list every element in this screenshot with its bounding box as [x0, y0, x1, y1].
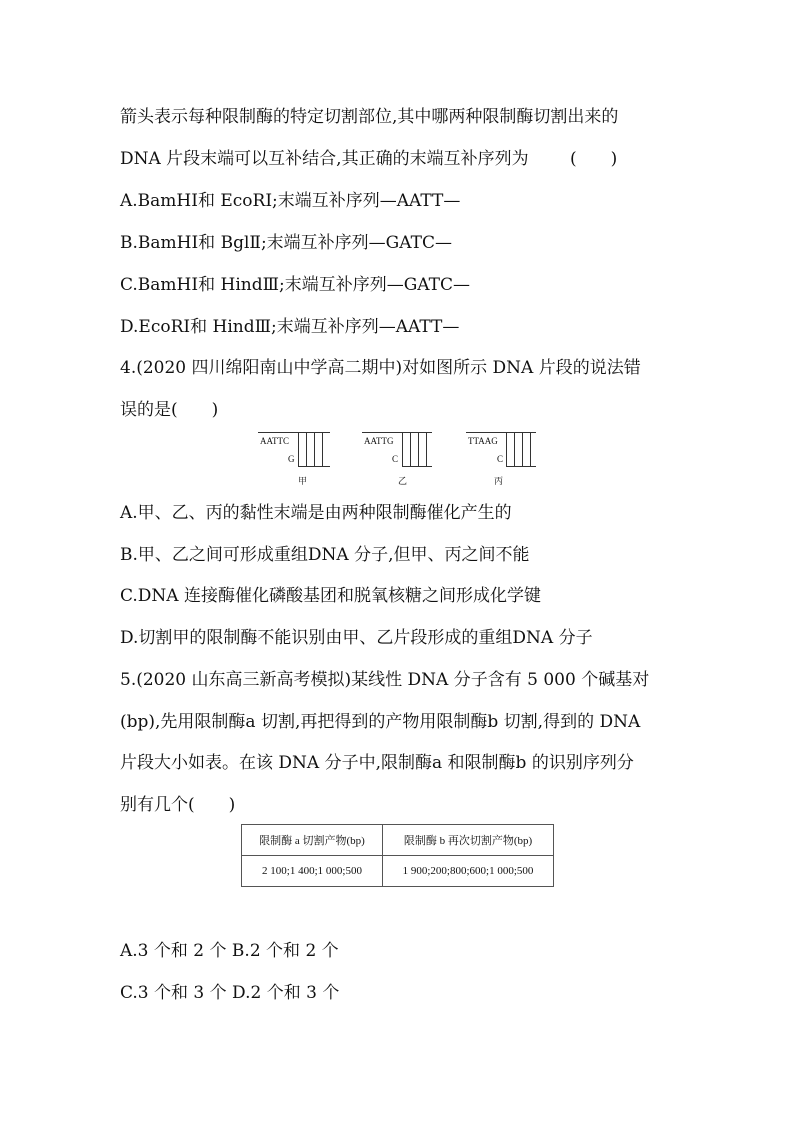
question-5-stem-line-3: 片段大小如表。在该 DNA 分子中,限制酶a 和限制酶b 的识别序列分: [120, 753, 634, 773]
table-row: [242, 856, 554, 887]
answer-paren: ( ): [570, 149, 618, 169]
question-3-stem-line-1: 箭头表示每种限制酶的特定切割部位,其中哪两种限制酶切割出来的: [120, 107, 619, 127]
question-4-option-b: B.甲、乙之间可形成重组DNA 分子,但甲、丙之间不能: [120, 545, 530, 565]
fragment-jia-bottom-seq: G: [288, 454, 295, 464]
fragment-jia: [258, 432, 330, 472]
table-header-cell: 限制酶 b 再次切割产物(bp): [383, 825, 554, 856]
question-3-option-d: D.EcoRⅠ和 HindⅢ;末端互补序列—AATT—: [120, 317, 460, 337]
question-4-option-d: D.切割甲的限制酶不能识别由甲、乙片段形成的重组DNA 分子: [120, 628, 593, 648]
fragment-bing-bottom-seq: C: [497, 454, 504, 464]
question-5-options-cd: C.3 个和 3 个 D.2 个和 3 个: [120, 983, 340, 1003]
fragment-yi-bottom-seq: C: [392, 454, 399, 464]
question-4-stem-line-1: 4.(2020 四川绵阳南山中学高二期中)对如图所示 DNA 片段的说法错: [120, 358, 641, 378]
question-3-option-a: A.BamHⅠ和 EcoRⅠ;末端互补序列—AATT—: [120, 191, 461, 211]
question-3-stem-text: DNA 片段末端可以互补结合,其正确的末端互补序列为: [120, 149, 529, 169]
question-4-option-c: C.DNA 连接酶催化磷酸基团和脱氧核糖之间形成化学键: [120, 586, 541, 606]
fragment-yi-label: 乙: [398, 477, 408, 487]
dna-fragment-figure: [0, 432, 794, 492]
fragment-jia-top-seq: AATTC: [260, 436, 289, 446]
question-3-option-b: B.BamHⅠ和 BglⅡ;末端互补序列—GATC—: [120, 233, 452, 253]
fragment-bing: [466, 432, 536, 472]
question-5-stem-line-4: 别有几个( ): [120, 795, 236, 815]
fragment-yi: [362, 432, 432, 472]
question-5-options-ab: A.3 个和 2 个 B.2 个和 2 个: [120, 941, 339, 961]
fragment-yi-top-seq: AATTG: [364, 436, 394, 446]
question-5-stem-line-1: 5.(2020 山东高三新高考模拟)某线性 DNA 分子含有 5 000 个碱基对: [120, 670, 650, 690]
question-3-stem-line-2: [120, 148, 617, 170]
fragment-bing-top-seq: TTAAG: [468, 436, 498, 446]
table-cell: 2 100;1 400;1 000;500: [242, 856, 383, 887]
table-header-row: [242, 825, 554, 856]
fragment-jia-label: 甲: [298, 477, 308, 487]
question-4-option-a: A.甲、乙、丙的黏性末端是由两种限制酶催化产生的: [120, 503, 512, 523]
table-header-cell: 限制酶 a 切割产物(bp): [242, 825, 383, 856]
fragment-bing-label: 丙: [494, 477, 504, 487]
question-3-option-c: C.BamHⅠ和 HindⅢ;末端互补序列—GATC—: [120, 275, 470, 295]
table-cell: 1 900;200;800;600;1 000;500: [383, 856, 554, 887]
question-4-stem-line-2: 误的是( ): [120, 400, 219, 420]
question-5-stem-line-2: (bp),先用限制酶a 切割,再把得到的产物用限制酶b 切割,得到的 DNA: [120, 712, 641, 732]
restriction-products-table: [241, 824, 554, 887]
